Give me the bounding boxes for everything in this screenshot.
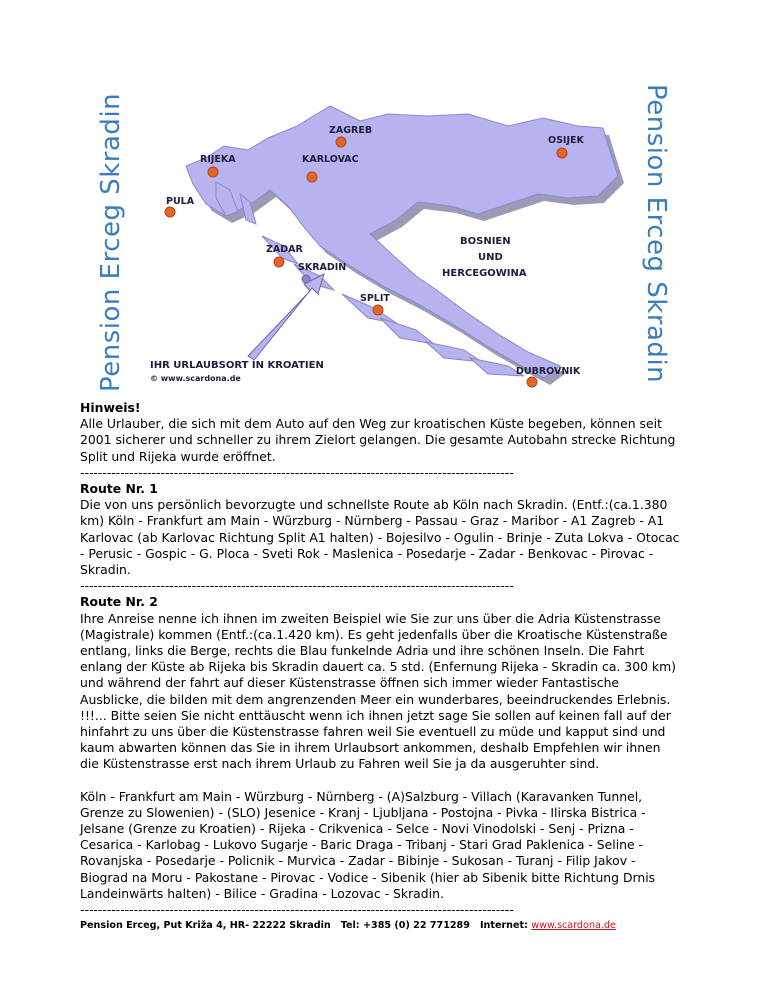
route2-heading: Route Nr. 2 [80, 594, 158, 610]
city-label-split: SPLIT [360, 293, 390, 304]
city-marker-skradin [302, 275, 310, 283]
side-title-left: Pension Erceg Skradin [96, 92, 126, 392]
map-copyright: © www.scardona.de [150, 374, 241, 383]
city-marker-dubrovnik [527, 377, 537, 387]
route1-text: Die von uns persönlich bevorzugte und schnellste Route ab Köln nach Skradin. (Entf.:(ca.1.380 km) Köln - Frankfurt am Main - Würzburg - Nürnberg - Passau - Graz - Maribor - A1 Zagreb - A1 Karlovac (ab Karlovac Richtung Split A1 halten) - Bojesilvo - Ogulin - Brinje - Zuta Lokva - Otocac - Perusic - Gospic - G. Ploca - Sveti Rok - Maslenica - Posedarje - Zadar - Benkovac - Pirovac - Skradin. [80, 497, 680, 578]
route2-text: Ihre Anreise nenne ich ihnen im zweiten Beispiel wie Sie zur uns über die Adria Küstenstrasse (Magistrale) kommen (Entf.:(ca.1.420 km). Es geht jedenfalls über die Kroatische Küstenstraße entlang, links die Berge, rechts die Blau funkelnde Adria und ihre schönen Inseln. Die Fahrt enlang der Küste ab Rijeka bis Skradin dauert ca. 5 std. (Enfernung Rijeka - Skradin ca. 300 km) und während der fahrt auf dieser Küstenstrasse öffnen sich immer wieder Fantastische Ausblicke, die bilden mit dem angrenzenden Meer ein wunderbares, beeindruckendes Erlebnis. !!!... Bitte seien Sie nicht enttäuscht wenn ich ihnen jetzt sage Sie sollen auf keinen fall auf der hinfahrt zu uns über die Küstenstrasse fahren weil Sie eventuell zu müde und kapput sind und kaum abwarten können das Sie in ihrem Urlaubsort ankommen, deshalb Empfehlen wir ihnen die Küstenstrasse erst nach ihrem Urlaub zu Fahren weil Sie ja da ausgeruhter sind. [80, 610, 676, 772]
route1-heading: Route Nr. 1 [80, 481, 158, 496]
pointer-arrow [248, 274, 324, 360]
city-marker-zagreb [336, 137, 346, 147]
city-label-rijeka: RIJEKA [200, 154, 236, 165]
separator-2: ------------------------------------------------------------------------------------------------- [80, 578, 514, 594]
city-label-pula: PULA [166, 196, 195, 207]
map-caption: IHR URLAUBSORT IN KROATIEN [150, 360, 324, 371]
region-label-line-3: HERCEGOWINA [442, 268, 527, 279]
city-label-zagreb: ZAGREB [329, 125, 373, 136]
city-marker-split [373, 305, 383, 315]
separator-1: ------------------------------------------------------------------------------------------------- [80, 464, 514, 480]
city-marker-rijeka [208, 167, 218, 177]
croatia-map [98, 86, 674, 396]
region-label-line-2: UND [478, 252, 503, 263]
footer [80, 918, 680, 934]
hinweis-text: Alle Urlauber, die sich mit dem Auto auf den Weg zur kroatischen Küste begeben, können seit 2001 sicherer und schneller zu ihrem Zielort gelangen. Die gesamte Autobahn strecke Richtung Split und Rijeka wurde eröffnet. [80, 416, 676, 464]
city-marker-zadar [274, 257, 284, 267]
city-marker-karlovac [307, 172, 317, 182]
city-marker-pula [165, 207, 175, 217]
main-text [80, 400, 680, 934]
footer-internet-label: Internet: [479, 920, 528, 932]
city-marker-osijek [557, 148, 567, 158]
hinweis-heading: Hinweis! [80, 400, 141, 415]
separator-3: ------------------------------------------------------------------------------------------------- [80, 902, 514, 918]
route2-route-text: Köln - Frankfurt am Main - Würzburg - Nürnberg - (A)Salzburg - Villach (Karavanken Tunnel, Grenze zu Slowenien) - (SLO) Jesenice - Kranj - Ljubljana - Postojna - Pivka - Ilirska Bistrica - Jelsane (Grenze zu Kroatien) - Rijeka - Crikvenica - Selce - Novi Vinodolski - Senj - Prizna - Cesarica - Karlobag - Lukovo Sugarje - Baric Draga - Tribanj - Stari Grad Paklenica - Seline - Rovanjska - Posedarje - Policnik - Murvica - Zadar - Bibinje - Sukosan - Turanj - Filip Jakov - Biograd na Moru - Pakostane - Pirovac - Vodice - Sibenik (hier ab Sibenik bitte Richtung Drnis Landeinwärts halten) - Bilice - Gradina - Lozovac - Skradin. [80, 788, 656, 901]
city-label-osijek: OSIJEK [548, 135, 584, 146]
footer-website-link[interactable]: www.scardona.de [531, 920, 616, 932]
side-title-right: Pension Erceg Skradin [641, 84, 671, 384]
region-label-line-1: BOSNIEN [460, 236, 511, 247]
footer-address: Pension Erceg, Put Križa 4, HR- 22222 Skradin [80, 920, 331, 932]
city-label-zadar: ZADAR [266, 244, 303, 255]
city-label-dubrovnik: DUBROVNIK [516, 366, 581, 377]
city-label-karlovac: KARLOVAC [302, 154, 359, 165]
city-label-skradin: SKRADIN [298, 262, 347, 273]
footer-tel: Tel: +385 (0) 22 771289 [340, 920, 470, 932]
